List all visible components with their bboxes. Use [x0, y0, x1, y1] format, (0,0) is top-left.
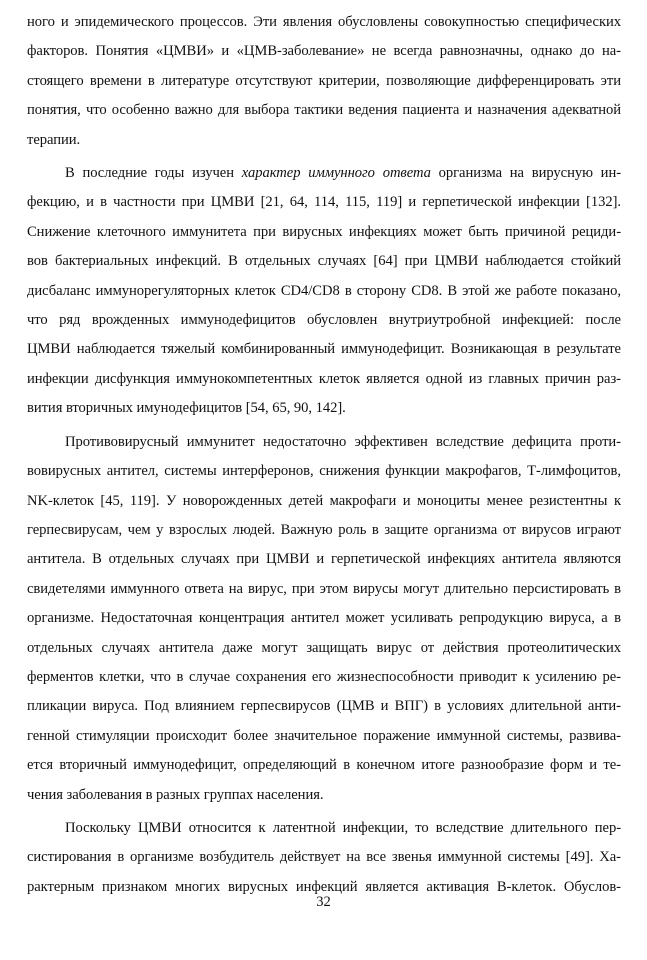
- text-line: что ряд врожденных иммунодефицитов обусловлен внутриутробной инфекцией: после: [27, 312, 621, 329]
- text-line: герпесвирусам, чем у взрослых людей. Важную роль в защите организма от вирусов играют: [27, 521, 621, 538]
- paragraph-2: [27, 159, 621, 424]
- text-line: Снижение клеточного иммунитета при вирусных инфекциях может быть причиной рециди-: [27, 223, 621, 240]
- text-line: вов бактериальных инфекций. В отдельных случаях [64] при ЦМВИ наблюдается стойкий: [27, 253, 621, 270]
- text-line: свидетелями иммунного ответа на вирус, при этом вирусы могут длительно персистировать в: [27, 580, 621, 597]
- document-page: [27, 8, 621, 902]
- text-line: отдельных случаях антитела даже могут защищать вирус от действия протеолитических: [27, 639, 621, 656]
- text-line: чения заболевания в разных группах населения.: [27, 786, 324, 803]
- text-line: вовирусных антител, системы интерферонов, снижения функции макрофагов, Т-лимфоцитов,: [27, 463, 621, 480]
- text-line: вития вторичных имунодефицитов [54, 65, 90, 142].: [27, 400, 346, 417]
- text-line: организме. Недостаточная концентрация антител может усиливать репродукцию вируса, а в: [27, 610, 621, 627]
- text-line: ферментов клетки, что в случае сохранения его жизнеспособности приводит к усилению ре-: [27, 668, 621, 685]
- paragraph-1: [27, 8, 621, 155]
- text-line: ется вторичный иммунодефицит, определяющий в конечном итоге разнообразие форм и те-: [27, 757, 621, 774]
- text-line: пликации вируса. Под влиянием герпесвирусов (ЦМВ и ВПГ) в условиях длительной анти-: [27, 698, 621, 715]
- text-line: рактерным признаком многих вирусных инфекций является активация В-клеток. Обуслов-: [27, 878, 621, 895]
- text-line: антитела. В отдельных случаях при ЦМВИ и герпетической инфекциях антитела являются: [27, 551, 621, 568]
- paragraph-3: [27, 428, 621, 810]
- emphasis-text: характер иммунного ответа: [241, 165, 431, 182]
- text-line: ного и эпидемического процессов. Эти явления обусловлены совокупностью специфических: [27, 14, 621, 30]
- text-line: NK-клеток [45, 119]. У новорожденных детей макрофаги и моноциты менее резистентны к: [27, 492, 621, 509]
- text-segment: организма на вирусную ин-: [430, 165, 622, 182]
- text-line: фекцию, и в частности при ЦМВИ [21, 64, 114, 115, 119] и герпетической инфекции [132].: [27, 194, 621, 211]
- text-line-first: Поскольку ЦМВИ относится к латентной инфекции, то вследствие длительного пер-: [65, 819, 621, 836]
- paragraph-4: [27, 814, 621, 902]
- text-line: понятия, что особенно важно для выбора тактики ведения пациента и назначения адекватной: [27, 102, 621, 119]
- text-line: инфекции дисфункция иммунокомпетентных клеток является одной из главных причин раз-: [27, 370, 621, 387]
- text-line: ЦМВИ наблюдается тяжелый комбинированный иммунодефицит. Возникающая в результате: [27, 341, 621, 358]
- text-line: генной стимуляции происходит более значительное поражение иммунной системы, развива-: [27, 727, 621, 744]
- page-number: 32: [316, 894, 331, 910]
- text-line-first: Противовирусный иммунитет недостаточно эффективен вследствие дефицита проти-: [65, 433, 621, 450]
- text-line-first: [27, 159, 621, 188]
- text-line: систирования в организме возбудитель действует на все звенья иммунной системы [49]. Ха-: [27, 849, 621, 866]
- text-line: дисбаланс иммунорегуляторных клеток CD4/CD8 в сторону CD8. В этой же работе показано,: [27, 282, 621, 299]
- text-line: терапии.: [27, 131, 81, 148]
- text-line: стоящего времени в литературе отсутствуют критерии, позволяющие дифференцировать эти: [27, 72, 621, 89]
- text-line: факторов. Понятия «ЦМВИ» и «ЦМВ-заболевание» не всегда равнозначны, однако до на-: [27, 43, 621, 60]
- text-segment: В последние годы изучен: [65, 165, 242, 182]
